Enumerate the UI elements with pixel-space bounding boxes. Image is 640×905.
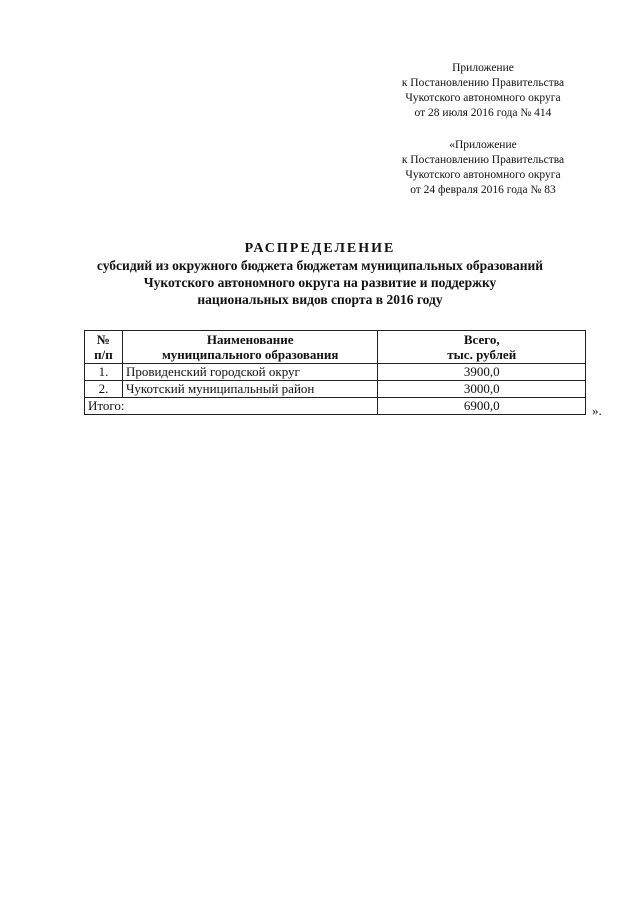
appendix-decree-ref: к Постановлению Правительства <box>401 77 565 89</box>
closing-quote-mark: ». <box>592 403 602 418</box>
table-row <box>85 381 586 398</box>
header-number <box>85 331 123 364</box>
header-total-line2: тыс. рублей <box>447 347 517 362</box>
row-amount: 3000,0 <box>378 381 586 398</box>
header-name-line2: муниципального образования <box>161 347 339 362</box>
row-municipality: Провиденский городской округ <box>122 364 378 381</box>
row-municipality: Чукотский муниципальный район <box>122 381 378 398</box>
title-subline-2: Чукотского автономного округа на развитие и поддержку <box>143 275 497 290</box>
table-header-row <box>85 331 586 364</box>
header-name <box>122 331 378 364</box>
row-amount: 3900,0 <box>378 364 586 381</box>
row-number: 1. <box>85 364 123 381</box>
total-label: Итого: <box>85 398 378 415</box>
header-name-line1: Наименование <box>206 332 294 347</box>
appendix-region: Чукотского автономного округа <box>405 92 561 104</box>
appendix-label: Приложение <box>452 62 514 74</box>
document-title <box>0 240 640 308</box>
table-total-row <box>85 398 586 415</box>
title-subline-3: национальных видов спорта в 2016 году <box>197 292 443 307</box>
header-total <box>378 331 586 364</box>
row-number: 2. <box>85 381 123 398</box>
total-amount: 6900,0 <box>378 398 586 415</box>
appendix-date-number: от 28 июля 2016 года № 414 <box>414 107 552 119</box>
appendix-region: Чукотского автономного округа <box>405 169 561 181</box>
title-subline-1: субсидий из окружного бюджета бюджетам муниципальных образований <box>96 258 544 273</box>
title-heading: РАСПРЕДЕЛЕНИЕ <box>244 241 396 256</box>
header-number-line2: п/п <box>94 347 113 362</box>
table-row <box>85 364 586 381</box>
appendix-decree-ref: к Постановлению Правительства <box>401 154 565 166</box>
header-total-line1: Всего, <box>463 332 500 347</box>
appendix-header-previous <box>384 138 582 198</box>
distribution-table <box>84 330 586 415</box>
appendix-header-current <box>384 61 582 121</box>
appendix-date-number: от 24 февраля 2016 года № 83 <box>410 184 556 196</box>
header-number-line1: № <box>96 332 110 347</box>
appendix-label: «Приложение <box>449 139 517 151</box>
